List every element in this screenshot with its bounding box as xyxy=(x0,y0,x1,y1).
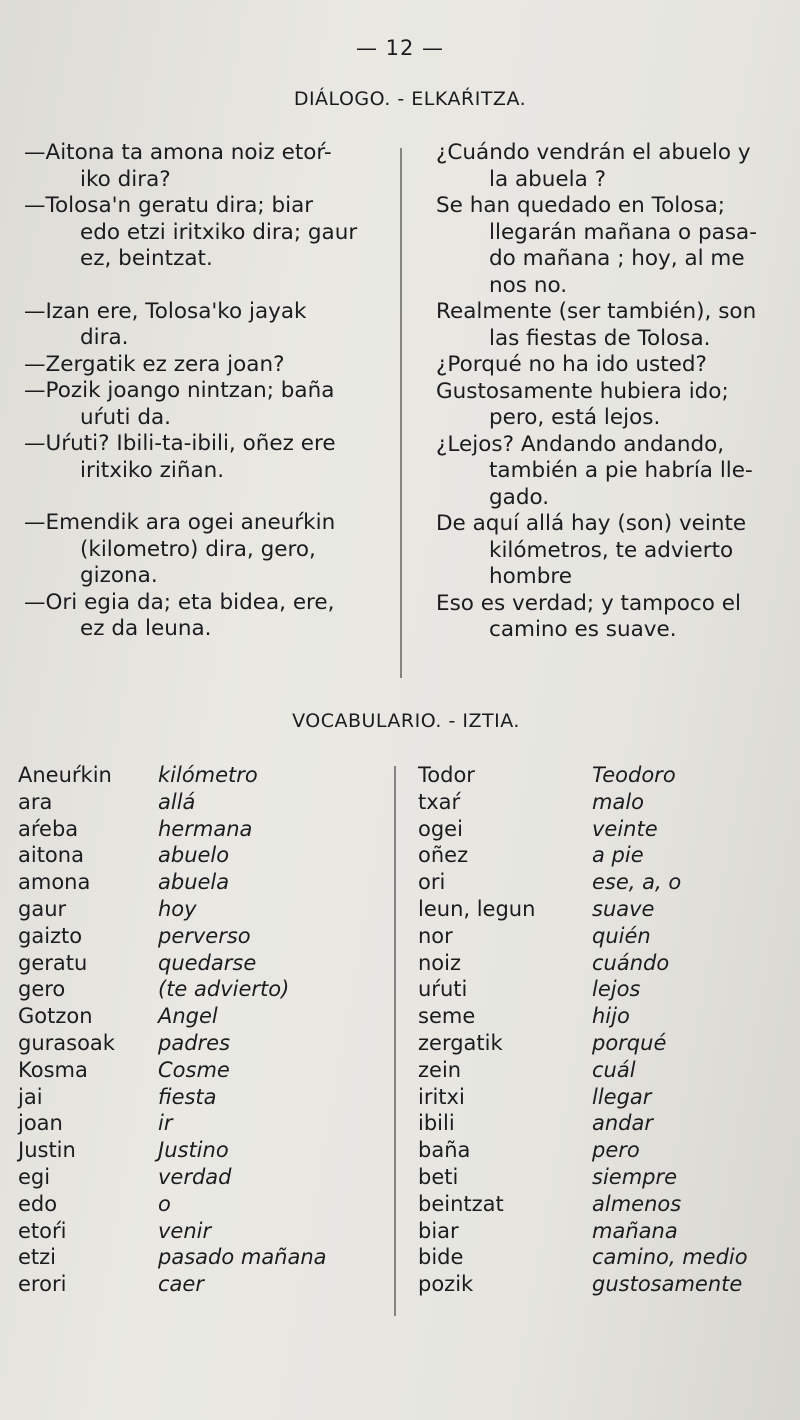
vocab-spanish-term: abuelo xyxy=(158,843,230,868)
dialog-line: —Pozik joango nintzan; baña xyxy=(24,378,335,403)
vocab-basque-term: zein xyxy=(418,1057,462,1082)
vocab-basque-term: Gotzon xyxy=(18,1004,93,1029)
vocab-basque-term: iritxi xyxy=(418,1084,465,1109)
dialog-line: también a pie habría lle- xyxy=(489,458,753,483)
dialog-line: nos no. xyxy=(489,272,568,298)
vocabulary-section xyxy=(0,762,800,1322)
spanish-dialog-column xyxy=(436,140,796,644)
basque-dialog-column xyxy=(24,140,396,643)
vocab-basque-term: oñez xyxy=(418,843,469,868)
vocab-basque-term: txaŕ xyxy=(418,789,461,814)
vocab-column-divider xyxy=(394,766,396,1316)
vocab-basque-term: Aneuŕkin xyxy=(18,763,112,787)
vocab-spanish-term: hijo xyxy=(592,1004,630,1029)
vocab-spanish-term: almenos xyxy=(592,1191,682,1216)
dialog-line: pero, está lejos. xyxy=(489,405,661,430)
vocab-spanish-term: perverso xyxy=(158,923,251,948)
vocab-basque-term: ori xyxy=(418,870,446,895)
dialog-line: edo etzi iritxiko dira; gaur xyxy=(80,219,358,245)
vocab-spanish-term: mañana xyxy=(592,1218,678,1243)
vocab-spanish-term: andar xyxy=(592,1111,654,1136)
dialog-line: —Ori egia da; eta bidea, ere, xyxy=(24,589,335,615)
vocabulary-section-title: VOCABULARIO. - IZTIA. xyxy=(292,710,520,732)
dialog-line: ez da leuna. xyxy=(80,616,212,641)
vocab-spanish-term: ir xyxy=(158,1111,173,1136)
vocab-basque-term: geratu xyxy=(18,950,88,975)
vocab-spanish-term: suave xyxy=(592,896,655,921)
vocab-basque-column-left xyxy=(18,762,115,1298)
dialog-line: De aquí allá hay (son) veinte xyxy=(436,511,747,536)
vocab-spanish-term: a pie xyxy=(592,843,644,868)
vocab-basque-term: gaizto xyxy=(18,923,83,948)
page-number: — 12 — xyxy=(355,36,445,60)
vocab-spanish-term: Cosme xyxy=(158,1057,230,1082)
dialog-line: —Emendik ara ogei aneuŕkin xyxy=(24,510,336,535)
dialog-line: —Tolosa'n geratu dira; biar xyxy=(24,193,314,218)
dialog-line: dira. xyxy=(80,325,129,350)
dialog-line: ¿Cuándo vendrán el abuelo y xyxy=(436,140,751,165)
vocab-spanish-term: hoy xyxy=(158,896,197,921)
vocab-basque-term: ara xyxy=(18,789,53,814)
vocab-spanish-term: kilómetro xyxy=(158,763,258,787)
dialog-line: hombre xyxy=(489,564,572,589)
vocab-spanish-term: malo xyxy=(592,789,645,814)
dialog-line: kilómetros, te advierto xyxy=(489,537,734,563)
vocab-basque-term: bide xyxy=(418,1245,464,1270)
vocab-spanish-term: camino, medio xyxy=(592,1245,748,1270)
dialog-line: ¿Lejos? Andando andando, xyxy=(436,431,725,457)
dialog-section-title: DIÁLOGO. - ELKAŔITZA. xyxy=(293,88,527,110)
vocab-basque-column-right xyxy=(418,762,535,1298)
vocab-basque-term: ibili xyxy=(418,1111,455,1136)
dialog-line: camino es suave. xyxy=(489,617,677,642)
vocab-basque-term: aitona xyxy=(18,843,84,868)
dialog-line: do mañana ; hoy, al me xyxy=(489,246,745,271)
vocab-basque-term: Kosma xyxy=(18,1057,88,1082)
vocab-basque-term: gero xyxy=(18,977,66,1002)
vocab-basque-term: gaur xyxy=(18,896,67,921)
vocab-basque-term: Todor xyxy=(418,763,475,787)
dialog-line: iritxiko ziñan. xyxy=(80,457,225,483)
vocab-spanish-term: lejos xyxy=(592,977,641,1002)
vocab-basque-term: etzi xyxy=(18,1245,57,1270)
vocab-spanish-term: padres xyxy=(158,1030,231,1055)
dialog-section xyxy=(20,140,795,680)
vocab-spanish-term: abuela xyxy=(158,870,230,895)
vocab-basque-term: baña xyxy=(418,1138,471,1163)
vocab-basque-term: edo xyxy=(18,1191,58,1216)
vocab-spanish-term: ese, a, o xyxy=(592,870,682,895)
column-divider xyxy=(400,148,402,678)
vocab-spanish-term: allá xyxy=(158,789,196,814)
vocab-spanish-term: veinte xyxy=(592,816,658,841)
vocab-basque-term: beti xyxy=(418,1164,459,1189)
vocab-spanish-term: o xyxy=(158,1191,171,1216)
vocab-spanish-term: Teodoro xyxy=(592,763,676,787)
dialog-line: —Izan ere, Tolosa'ko jayak xyxy=(24,298,307,324)
dialog-line: Se han quedado en Tolosa; xyxy=(436,193,726,218)
vocab-spanish-term: hermana xyxy=(158,816,253,841)
vocab-basque-term: biar xyxy=(418,1218,459,1243)
vocab-spanish-term: quedarse xyxy=(158,950,257,975)
vocab-basque-term: ogei xyxy=(418,816,463,841)
vocab-spanish-term: llegar xyxy=(592,1084,652,1109)
dialog-line: gizona. xyxy=(80,563,158,588)
vocab-spanish-term: quién xyxy=(592,923,651,948)
dialog-line: Eso es verdad; y tampoco el xyxy=(436,590,741,616)
vocab-basque-term: beintzat xyxy=(418,1191,504,1216)
vocab-basque-term: etoŕi xyxy=(18,1218,67,1243)
vocab-basque-term: egi xyxy=(18,1164,51,1189)
dialog-line: ¿Porqué no ha ido usted? xyxy=(436,352,707,377)
vocab-basque-term: aŕeba xyxy=(18,816,79,841)
vocab-spanish-column-left xyxy=(158,762,327,1298)
vocab-spanish-term: venir xyxy=(158,1218,212,1243)
vocab-spanish-term: pasado mañana xyxy=(158,1245,327,1270)
vocab-basque-term: Justin xyxy=(18,1138,76,1163)
dialog-line: (kilometro) dira, gero, xyxy=(80,536,316,562)
dialog-line: —Aitona ta amona noiz etoŕ- xyxy=(24,140,332,165)
vocab-basque-term: noiz xyxy=(418,950,462,975)
vocab-basque-term: amona xyxy=(18,870,91,895)
vocab-basque-term: gurasoak xyxy=(18,1030,115,1055)
vocab-spanish-column-right xyxy=(592,762,748,1298)
vocab-spanish-term: cuál xyxy=(592,1057,636,1082)
vocab-spanish-term: Justino xyxy=(158,1138,229,1163)
vocab-spanish-term: porqué xyxy=(592,1030,667,1055)
dialog-line: iko dira? xyxy=(80,166,171,192)
vocab-spanish-term: caer xyxy=(158,1272,204,1297)
dialog-line: llegarán mañana o pasa- xyxy=(489,219,757,245)
vocab-basque-term: leun, legun xyxy=(418,896,536,921)
dialog-line: la abuela ? xyxy=(489,166,607,192)
dialog-line: —Zergatik ez zera joan? xyxy=(24,351,285,377)
vocab-spanish-term: verdad xyxy=(158,1164,232,1189)
vocab-basque-term: uŕuti xyxy=(418,977,468,1002)
vocab-spanish-term: gustosamente xyxy=(592,1272,743,1297)
vocab-basque-term: erori xyxy=(18,1272,67,1297)
vocab-basque-term: joan xyxy=(18,1111,63,1136)
vocab-spanish-term: Angel xyxy=(158,1004,218,1029)
vocab-basque-term: nor xyxy=(418,923,453,948)
vocab-basque-term: zergatik xyxy=(418,1030,503,1055)
vocab-spanish-term: fiesta xyxy=(158,1084,217,1109)
dialog-line: —Uŕuti? Ibili-ta-ibili, oñez ere xyxy=(24,431,336,456)
dialog-line: ez, beintzat. xyxy=(80,246,213,271)
vocab-spanish-term: (te advierto) xyxy=(158,977,290,1002)
dialog-line: Realmente (ser también), son xyxy=(436,299,757,324)
vocab-spanish-term: siempre xyxy=(592,1164,678,1189)
vocab-basque-term: seme xyxy=(418,1004,476,1029)
vocab-spanish-term: cuándo xyxy=(592,950,670,975)
dialog-line: gado. xyxy=(489,484,550,510)
dialog-line: las fiestas de Tolosa. xyxy=(489,325,711,351)
vocab-basque-term: pozik xyxy=(418,1272,474,1297)
dialog-line: Gustosamente hubiera ido; xyxy=(436,378,729,404)
dialog-line: uŕuti da. xyxy=(80,404,171,430)
vocab-spanish-term: pero xyxy=(592,1138,640,1163)
vocab-basque-term: jai xyxy=(18,1084,43,1109)
